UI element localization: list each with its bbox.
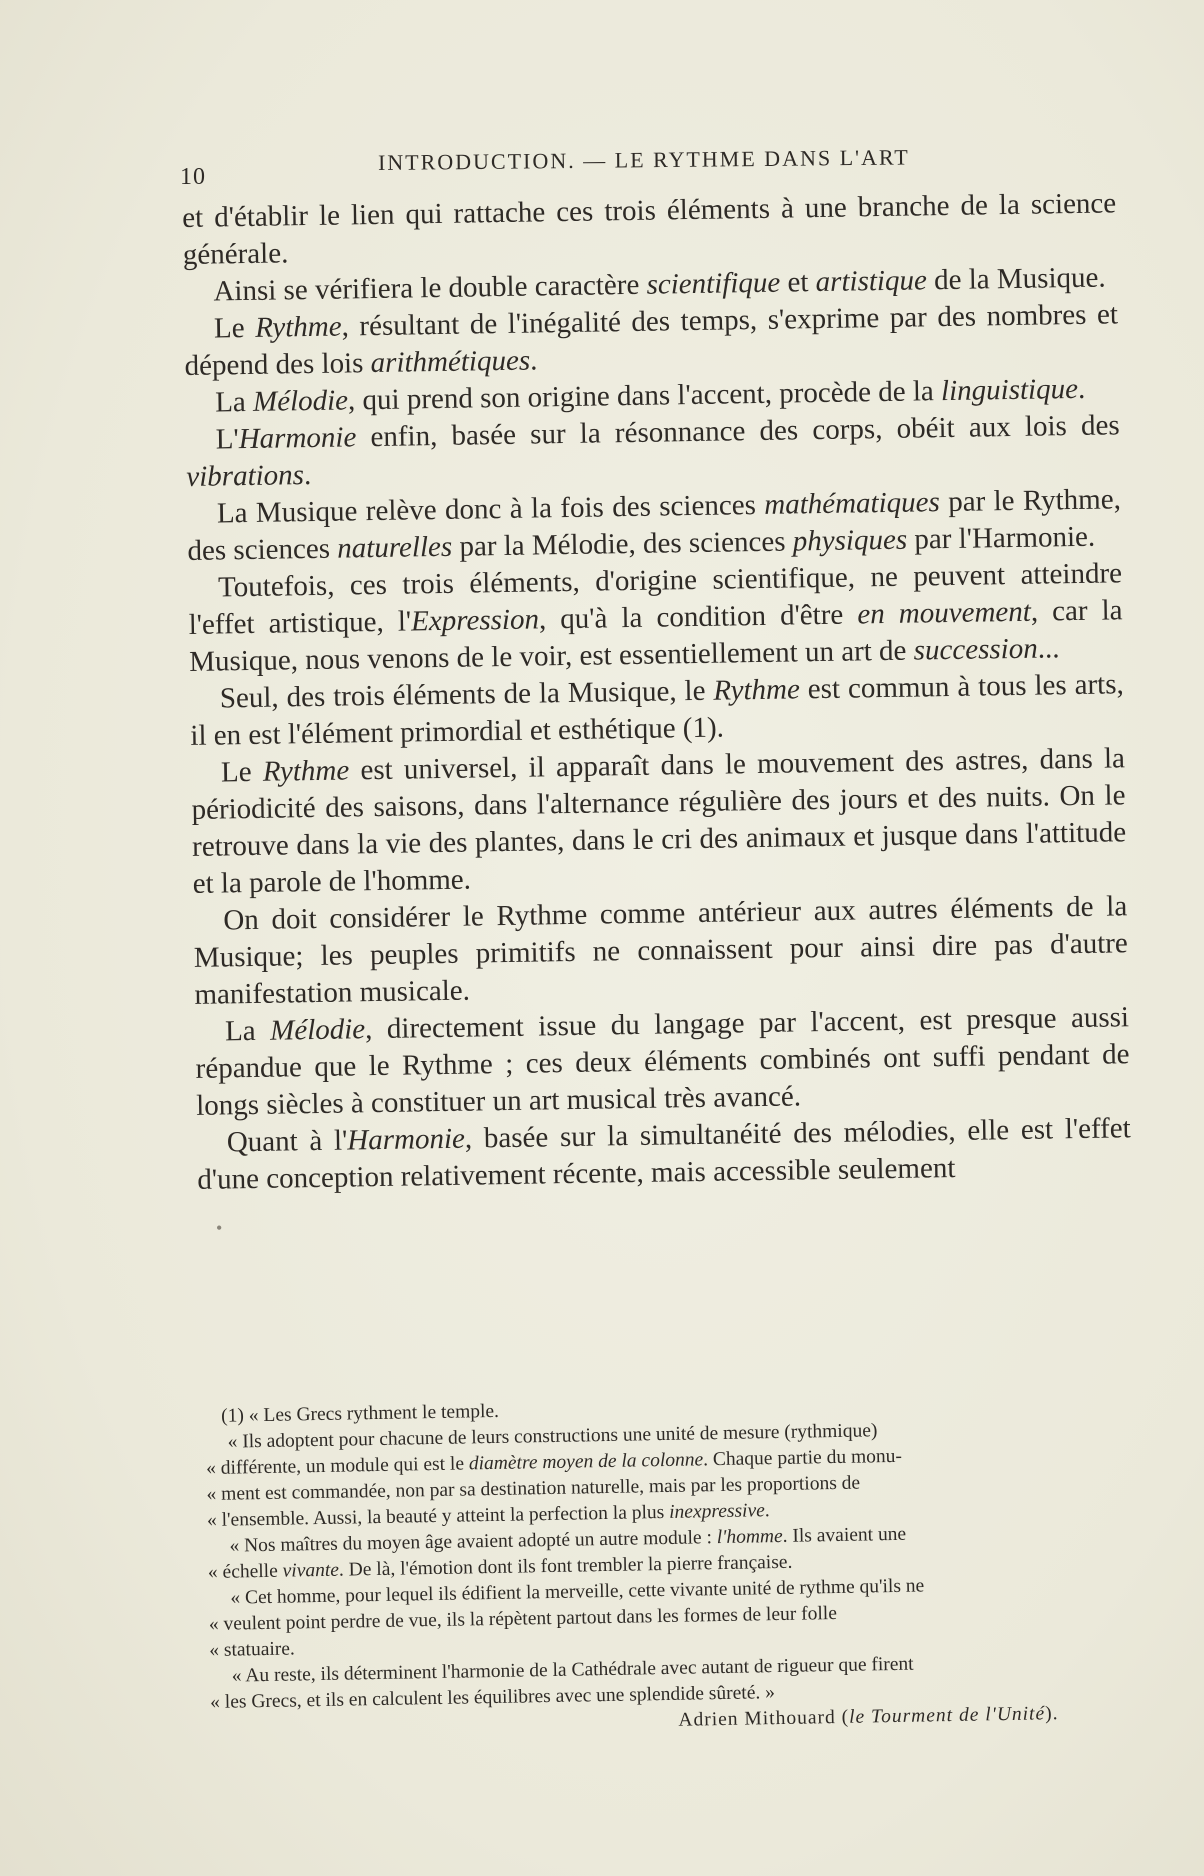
paragraph: La Musique relève donc à la fois des sciences mathématiques par le Rythme, des sciences naturelles par la Mélodie, des sciences physiques par l'Harmonie. — [187, 483, 1122, 567]
footnote-line: « statuaire. — [209, 1638, 296, 1661]
footnote-separator-mark: • — [216, 1218, 223, 1238]
running-head — [180, 144, 1120, 190]
footnote-line: « Ils adoptent pour chacune de leurs constructions une unité de mesure (rythmique) — [227, 1420, 878, 1453]
paragraph: La Mélodie, qui prend son origine dans l'accent, procède de la linguistique. — [214, 372, 1086, 419]
page-number: 10 — [180, 164, 206, 190]
paragraph: et d'établir le lien qui rattache ces trois éléments à une branche de la science générale. — [182, 187, 1117, 271]
footnote-attribution: Adrien Mithouard (le Tourment de l'Unité). — [678, 1703, 1059, 1731]
footnote-line: « Au reste, ils déterminent l'harmonie de la Cathédrale avec autant de rigueur que firent — [231, 1653, 914, 1687]
paragraph: L'Harmonie enfin, basée sur la résonnance des corps, obéit aux lois des vibrations. — [186, 409, 1120, 493]
running-title: INTRODUCTION. — LE RYTHME DANS L'ART — [377, 144, 910, 175]
paragraph: On doit considérer le Rythme comme antérieur aux autres éléments de la Musique; les peuples primitifs ne connaissent pour ainsi dire pas d'autre manifestation musicale. — [193, 890, 1129, 1011]
footnote-line: « ment est commandée, non par sa destination naturelle, mais par les proportions de — [206, 1472, 861, 1505]
footnote-line: « les Grecs, et ils en calculent les équilibres avec une splendide sûreté. » — [210, 1682, 776, 1713]
paragraph: Ainsi se vérifiera le double caractère scientifique et artistique de la Musique. — [213, 261, 1106, 308]
footnote-line: « Nos maîtres du moyen âge avaient adopté un autre module : l'homme. Ils avaient une — [229, 1523, 907, 1557]
paragraph: Le Rythme, résultant de l'inégalité des temps, s'exprime par des nombres et dépend des lois arithmétiques. — [184, 298, 1119, 382]
paragraph: Seul, des trois éléments de la Musique, le Rythme est commun à tous les arts, il en est l'élément primordial et esthétique (1). — [190, 668, 1124, 752]
footnote-line: « veulent point perdre de vue, ils la répètent partout dans les formes de leur folle — [208, 1603, 838, 1635]
paragraph: La Mélodie, directement issue du langage par l'accent, est presque aussi répandue que le Rythme ; ces deux éléments combinés ont suffi pendant de longs siècles à constituer un art musical très avancé. — [195, 1001, 1130, 1122]
footnote-line: « échelle vivante. De là, l'émotion dont ils font trembler la pierre française. — [207, 1551, 793, 1583]
footnotes — [205, 1388, 1129, 1742]
footnote-line: « l'ensemble. Aussi, la beauté y atteint la perfection la plus inexpressive. — [206, 1500, 770, 1531]
footnote-line: (1) « Les Grecs rythment le temple. — [221, 1400, 500, 1427]
footnote-line: « différente, un module qui est le diamètre moyen de la colonne. Chaque partie du monu- — [205, 1445, 903, 1479]
body-text — [182, 185, 1132, 1199]
footnote-line: « Cet homme, pour lequel ils édifient la merveille, cette vivante unité de rythme qu'ils ne — [230, 1575, 925, 1609]
paragraph: Quant à l'Harmonie, basée sur la simultanéité des mélodies, elle est l'effet d'une conception relativement récente, mais accessible seulement — [197, 1112, 1131, 1196]
paragraph: Le Rythme est universel, il apparaît dans le mouvement des astres, dans la périodicité des saisons, dans l'alternance régulière des jours et des nuits. On le retrouve dans la vie des plantes, dans le cri des animaux et jusque dans l'attitude et la parole de l'homme. — [191, 742, 1127, 900]
paragraph: Toutefois, ces trois éléments, d'origine scientifique, ne peuvent atteindre l'effet artistique, l'Expression, qu'à la condition d'être en mouvement, car la Musique, nous venons de le voir, est essentiellement un art de succession... — [188, 557, 1123, 678]
